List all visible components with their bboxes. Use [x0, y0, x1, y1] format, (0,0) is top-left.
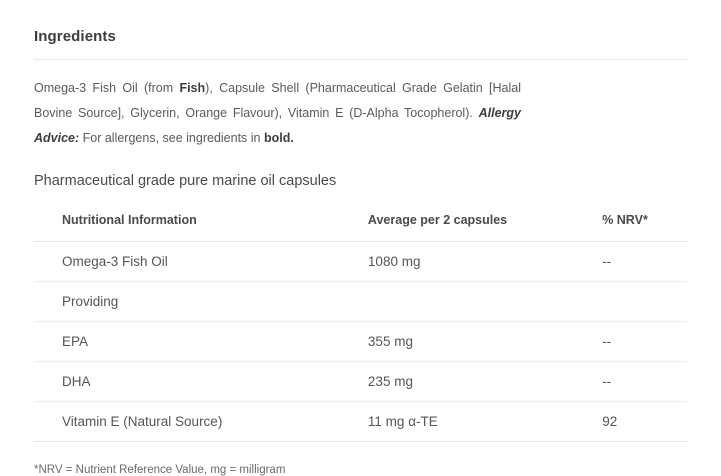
nutrition-footnote: *NRV = Nutrient Reference Value, mg = milligram — [34, 464, 286, 476]
cell-nrv: -- — [602, 242, 687, 282]
cell-amount: 11 mg α-TE — [368, 402, 602, 442]
cell-amount: 235 mg — [368, 362, 602, 402]
cell-nrv: -- — [602, 362, 687, 402]
ingredients-body: Omega-3 Fish Oil (from Fish), Capsule Shell (Pharmaceutical Grade Gelatin [Halal Bovine Source], Glycerin, Orange Flavour), Vitamin E (D-Alpha Tocopherol). Allergy Advice: For allergens, see ingredients in bold. — [34, 81, 521, 145]
table-row — [34, 402, 687, 442]
column-header-nrv: % NRV* — [602, 199, 687, 242]
cell-amount: 1080 mg — [368, 242, 602, 282]
table-row — [34, 242, 687, 282]
table-row — [34, 282, 687, 322]
cell-nrv — [602, 282, 687, 322]
cell-nrv: -- — [602, 322, 687, 362]
cell-nutrient-name: Omega-3 Fish Oil — [34, 242, 368, 282]
nutrition-table-body — [34, 242, 687, 442]
table-row — [34, 362, 687, 402]
nutrition-table — [34, 199, 687, 442]
column-header-nutritional-information: Nutritional Information — [34, 199, 368, 242]
ingredients-heading: Ingredients — [34, 28, 116, 45]
cell-nutrient-name: DHA — [34, 362, 368, 402]
cell-amount — [368, 282, 602, 322]
cell-amount: 355 mg — [368, 322, 602, 362]
table-header-row — [34, 199, 687, 242]
table-row — [34, 322, 687, 362]
cell-nutrient-name: EPA — [34, 322, 368, 362]
cell-nrv: 92 — [602, 402, 687, 442]
nutrition-table-title: Pharmaceutical grade pure marine oil capsules — [34, 173, 337, 189]
column-header-average-per-2-capsules: Average per 2 capsules — [368, 199, 602, 242]
ingredients-divider — [34, 59, 687, 60]
cell-nutrient-name: Providing — [34, 282, 368, 322]
cell-nutrient-name: Vitamin E (Natural Source) — [34, 402, 368, 442]
